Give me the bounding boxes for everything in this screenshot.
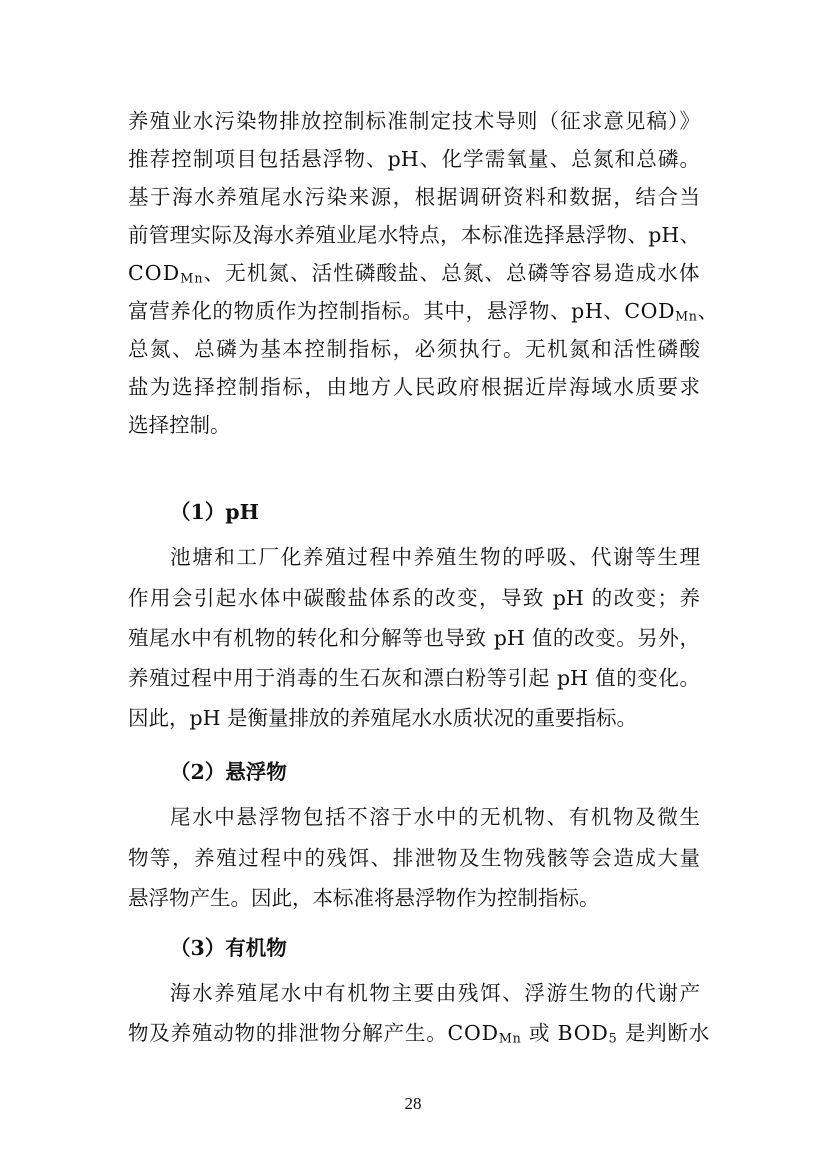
paragraph-line: 池塘和工厂化养殖过程中养殖生物的呼吸、代谢等生理 <box>170 545 700 569</box>
paragraph-line: 物及养殖动物的排泄物分解产生。$COD_{Mn}$ 或 $BOD_5$ 是判断水 <box>128 1021 711 1046</box>
paragraph-line: 养殖业水污染物排放控制标准制定技术导则（征求意见稿）》 <box>128 109 700 133</box>
paragraph-line: 富营养化的物质作为控制指标。其中，悬浮物、pH、$COD_{Mn}$、 <box>128 299 719 324</box>
paragraph-line: 因此，pH 是衡量排放的养殖尾水水质状况的重要指标。 <box>128 706 638 730</box>
paragraph-line: 选择控制。 <box>128 413 231 437</box>
paragraph-line: 总氮、总磷为基本控制指标，必须执行。无机氮和活性磷酸 <box>128 337 700 361</box>
paragraph-line: 前管理实际及海水养殖业尾水特点，本标准选择悬浮物、pH、 <box>128 223 700 247</box>
paragraph-line: 基于海水养殖尾水污染来源，根据调研资料和数据，结合当 <box>128 185 700 209</box>
paragraph-line: $COD_{Mn}$、无机氮、活性磷酸盐、总氮、总磷等容易造成水体 <box>128 261 701 286</box>
section-heading-suspended-solids: （2）悬浮物 <box>170 760 287 784</box>
section-heading-organic-matter: （3）有机物 <box>170 936 287 960</box>
paragraph-line: 作用会引起水体中碳酸盐体系的改变，导致 pH 的改变；养 <box>128 586 700 610</box>
paragraph-line: 养殖过程中用于消毒的生石灰和漂白粉等引起 pH 值的变化。 <box>128 666 700 690</box>
paragraph-line: 海水养殖尾水中有机物主要由残饵、浮游生物的代谢产 <box>170 981 700 1005</box>
page-number: 28 <box>404 1094 422 1113</box>
paragraph-line: 悬浮物产生。因此，本标准将悬浮物作为控制指标。 <box>128 886 600 910</box>
paragraph-line: 物等，养殖过程中的残饵、排泄物及生物残骸等会造成大量 <box>128 846 700 870</box>
section-heading-ph: （1）pH <box>170 500 259 524</box>
paragraph-line: 盐为选择控制指标，由地方人民政府根据近岸海域水质要求 <box>128 375 700 399</box>
paragraph-line: 殖尾水中有机物的转化和分解等也导致 pH 值的改变。另外， <box>128 626 700 650</box>
paragraph-line: 尾水中悬浮物包括不溶于水中的无机物、有机物及微生 <box>170 805 700 829</box>
paragraph-line: 推荐控制项目包括悬浮物、pH、化学需氧量、总氮和总磷。 <box>128 147 700 171</box>
